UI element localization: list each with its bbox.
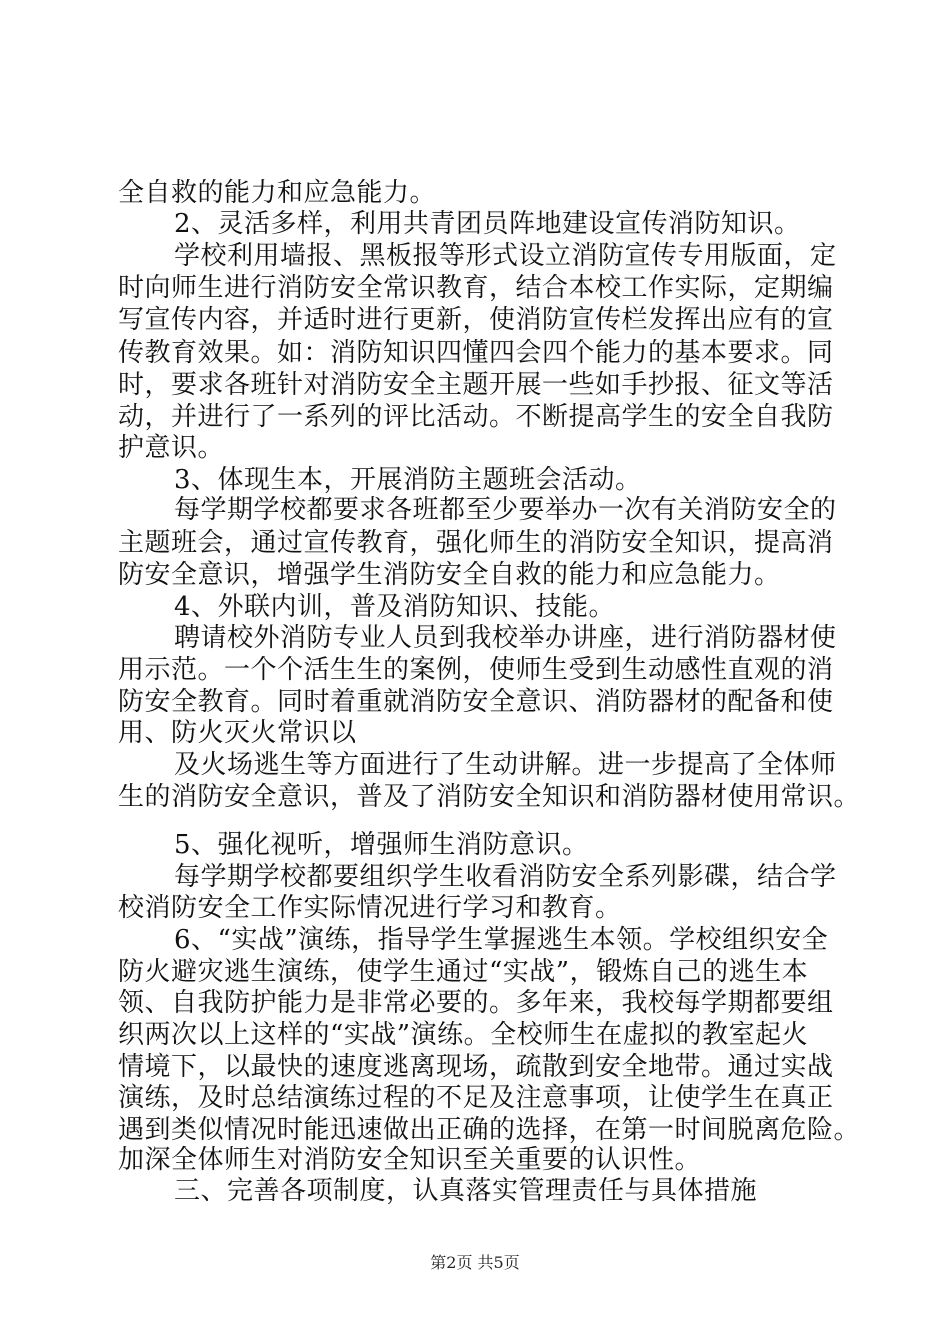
text-line: 时，要求各班针对消防安全主题开展一些如手抄报、征文等活 xyxy=(118,370,834,400)
text-line: 每学期学校都要求各班都至少要举办一次有关消防安全的 xyxy=(174,495,837,525)
text-line: 写宣传内容，并适时进行更新，使消防宣传栏发挥出应有的宣 xyxy=(118,305,834,335)
text-line: 用示范。一个个活生生的案例，使师生受到生动感性直观的消 xyxy=(118,655,834,685)
text-line: 防安全意识，增强学生消防安全自救的能力和应急能力。 xyxy=(118,560,781,590)
text-line: 动，并进行了一系列的评比活动。不断提高学生的安全自我防 xyxy=(118,402,834,432)
text-line: 主题班会，通过宣传教育，强化师生的消防安全知识，提高消 xyxy=(118,528,834,558)
text-line: 防火避灾逃生演练，使学生通过“实战”，锻炼自己的逃生本 xyxy=(118,957,809,987)
text-line: 护意识。 xyxy=(118,433,225,463)
text-line: 防安全教育。同时着重就消防安全意识、消防器材的配备和使 xyxy=(118,687,834,717)
text-line: 全自救的能力和应急能力。 xyxy=(118,178,437,208)
text-line: 5、强化视听，增强师生消防意识。 xyxy=(174,830,589,860)
text-line: 3、体现生本，开展消防主题班会活动。 xyxy=(174,465,642,495)
text-line: 用、防火灭火常识以 xyxy=(118,718,357,748)
text-line: 2、灵活多样，利用共青团员阵地建设宣传消防知识。 xyxy=(174,209,801,239)
text-line: 聘请校外消防专业人员到我校举办讲座，进行消防器材使 xyxy=(174,623,837,653)
text-line: 6、“实战”演练，指导学生掌握逃生本领。学校组织安全 xyxy=(174,925,829,955)
text-line: 三、完善各项制度，认真落实管理责任与具体措施 xyxy=(174,1176,758,1206)
text-line: 学校利用墙报、黑板报等形式设立消防宣传专用版面，定 xyxy=(174,241,837,271)
text-line: 领、自我防护能力是非常必要的。多年来，我校每学期都要组 xyxy=(118,988,834,1018)
text-line: 4、外联内训，普及消防知识、技能。 xyxy=(174,592,616,622)
text-line: 及火场逃生等方面进行了生动讲解。进一步提高了全体师 xyxy=(174,750,837,780)
text-line: 生的消防安全意识，普及了消防安全知识和消防器材使用常识。 xyxy=(118,782,861,812)
text-line: 演练，及时总结演练过程的不足及注意事项，让使学生在真正 xyxy=(118,1083,834,1113)
text-line: 时向师生进行消防安全常识教育，结合本校工作实际，定期编 xyxy=(118,273,834,303)
text-line: 校消防安全工作实际情况进行学习和教育。 xyxy=(118,893,622,923)
text-line: 传教育效果。如：消防知识四懂四会四个能力的基本要求。同 xyxy=(118,338,834,368)
text-line: 情境下，以最快的速度逃离现场，疏散到安全地带。通过实战 xyxy=(118,1052,834,1082)
text-line: 每学期学校都要组织学生收看消防安全系列影碟，结合学 xyxy=(174,862,837,892)
page-footer: 第2页 共5页 xyxy=(430,1253,520,1272)
text-line: 遇到类似情况时能迅速做出正确的选择，在第一时间脱离危险。 xyxy=(118,1115,861,1145)
text-line: 织两次以上这样的“实战”演练。全校师生在虚拟的教室起火 xyxy=(118,1020,809,1050)
text-line: 加深全体师生对消防安全知识至关重要的认识性。 xyxy=(118,1145,702,1175)
